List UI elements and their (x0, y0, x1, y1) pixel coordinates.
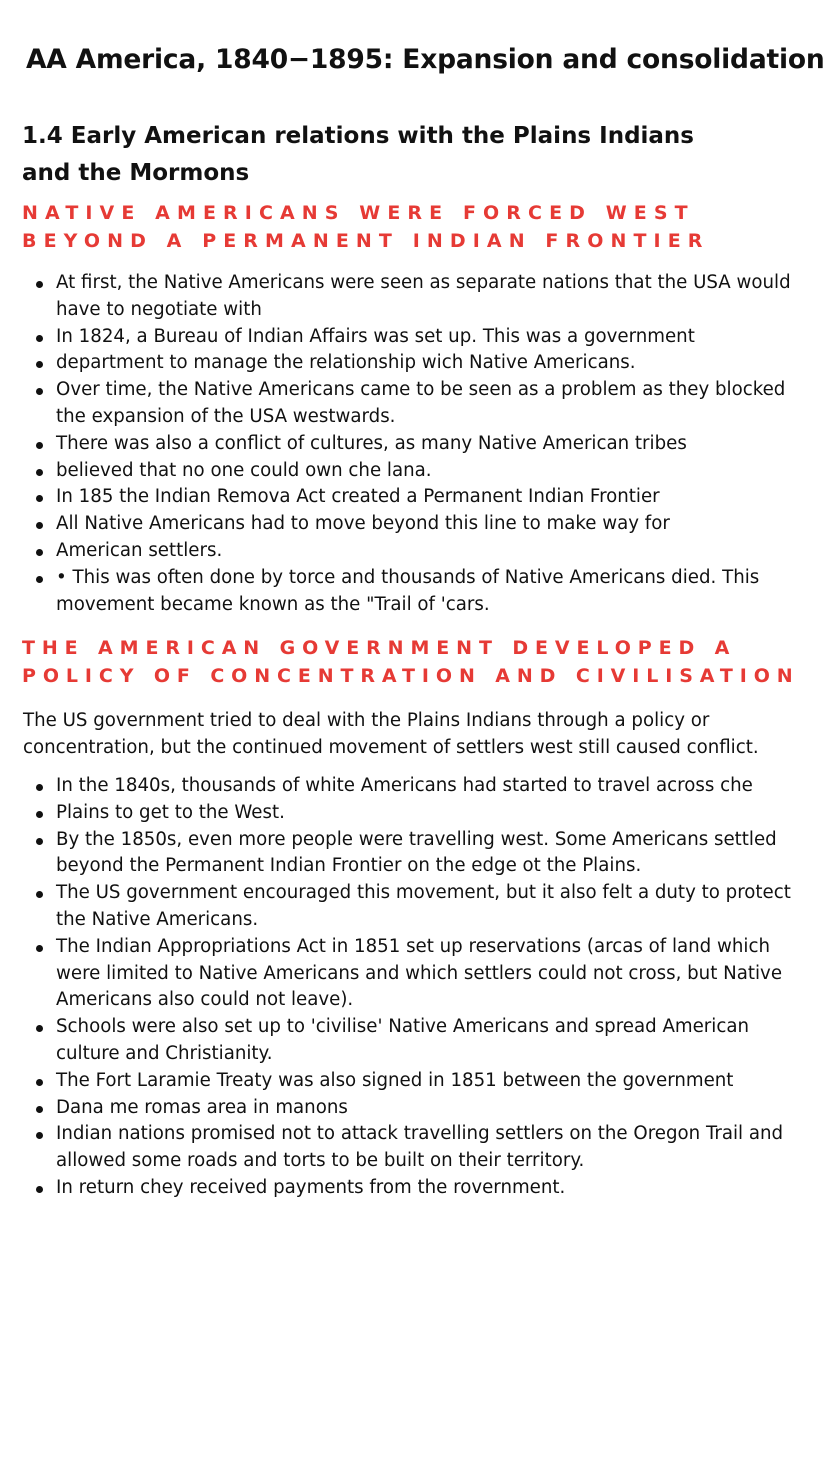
bullet-dot-icon (36, 1025, 43, 1032)
bullet-dot-icon (36, 522, 43, 529)
bullet-dot-icon (36, 1132, 43, 1139)
list-item: In 1824, a Bureau of Indian Affairs was set up. This was a government (0, 324, 800, 351)
list-item: All Native Americans had to move beyond this line to make way for (0, 511, 800, 538)
list-item: The US government encouraged this movement, but it also felt a duty to protect the Native Americans. (0, 880, 800, 934)
bullet-dot-icon (36, 784, 43, 791)
list-item: The Indian Appropriations Act in 1851 set up reservations (arcas of land which were limited to Native Americans and which settlers could not cross, but Native Americans also could not leave). (0, 934, 800, 1014)
bullet-dot-icon (36, 549, 43, 556)
bullet-dot-icon (36, 281, 43, 288)
list-item: Dana me romas area in manons (0, 1095, 800, 1122)
subheading-line: NATIVE AMERICANS WERE FORCED WEST (22, 202, 695, 224)
document-title: AA America, 1840−1895: Expansion and consolidation (26, 44, 825, 75)
bullet-dot-icon (36, 469, 43, 476)
bullet-dot-icon (36, 945, 43, 952)
list-item: In the 1840s, thousands of white Americans had started to travel across che (0, 773, 800, 800)
list-item: In 185 the Indian Remova Act created a Permanent Indian Frontier (0, 484, 800, 511)
bullet-dot-icon (36, 495, 43, 502)
list-item: The Fort Laramie Treaty was also signed in 1851 between the government (0, 1068, 800, 1095)
bullet-dot-icon (36, 388, 43, 395)
list-item: believed that no one could own che lana. (0, 458, 800, 485)
bullet-dot-icon (36, 891, 43, 898)
bullet-list-part2 (0, 773, 800, 1202)
subheading-line: BEYOND A PERMANENT INDIAN FRONTIER (22, 230, 710, 252)
list-item: Schools were also set up to 'civilise' Native Americans and spread American culture and Christianity. (0, 1014, 800, 1068)
bullet-dot-icon (36, 442, 43, 449)
list-item: Over time, the Native Americans came to be seen as a problem as they blocked the expansion of the USA westwards. (0, 377, 800, 431)
subheading-line: THE AMERICAN GOVERNMENT DEVELOPED A (22, 637, 737, 659)
bullet-dot-icon (36, 811, 43, 818)
subheading-forced-west (22, 199, 710, 255)
bullet-dot-icon (36, 361, 43, 368)
list-item: In return chey received payments from the rovernment. (0, 1175, 800, 1202)
bullet-dot-icon (36, 1079, 43, 1086)
list-item: By the 1850s, even more people were travelling west. Some Americans settled beyond the Permanent Indian Frontier on the edge ot the Plains. (0, 827, 800, 881)
subheading-line: POLICY OF CONCENTRATION AND CIVILISATION (22, 665, 800, 687)
bullet-dot-icon (36, 838, 43, 845)
section-title: 1.4 Early American relations with the Plains Indians and the Mormons (22, 123, 694, 186)
list-item: American settlers. (0, 538, 800, 565)
bullet-list-part1 (0, 270, 800, 618)
subheading-concentration-civilisation (22, 634, 800, 690)
list-item: department to manage the relationship wich Native Americans. (0, 350, 800, 377)
list-item: • This was often done by torce and thousands of Native Americans died. This movement became known as the "Trail of 'cars. (0, 565, 800, 619)
intro-paragraph: The US government tried to deal with the Plains Indians through a policy or concentration, but the continued movement of settlers west still caused conflict. (23, 710, 759, 758)
bullet-dot-icon (36, 335, 43, 342)
list-item: Indian nations promised not to attack travelling settlers on the Oregon Trail and allowed some roads and torts to be built on their territory. (0, 1121, 800, 1175)
bullet-dot-icon (36, 576, 43, 583)
bullet-dot-icon (36, 1186, 43, 1193)
bullet-dot-icon (36, 1106, 43, 1113)
list-item: Plains to get to the West. (0, 800, 800, 827)
list-item: At first, the Native Americans were seen as separate nations that the USA would have to negotiate with (0, 270, 800, 324)
list-item: There was also a conflict of cultures, as many Native American tribes (0, 431, 800, 458)
